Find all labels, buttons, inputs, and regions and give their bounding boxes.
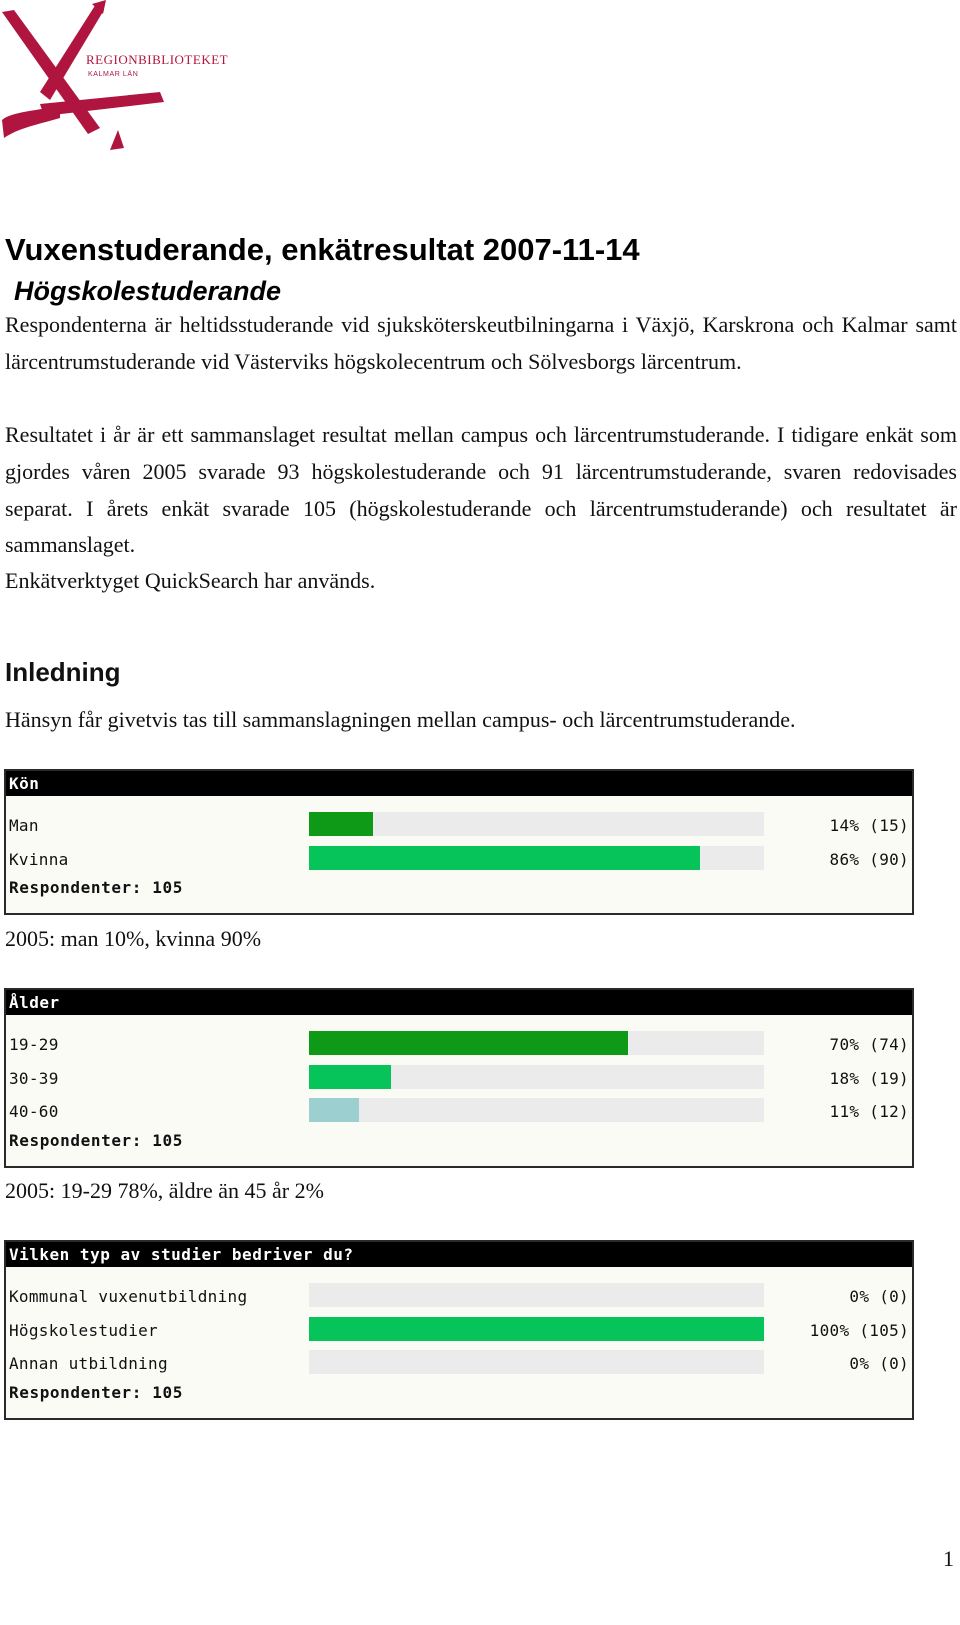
regionbiblioteket-logo bbox=[0, 0, 240, 160]
result-bar-track bbox=[309, 1283, 764, 1307]
answer-label: 19-29 bbox=[9, 1035, 59, 1054]
answer-label: Man bbox=[9, 816, 39, 835]
survey-row bbox=[6, 1063, 912, 1097]
logo-name: REGIONBIBLIOTEKET bbox=[86, 52, 229, 67]
answer-label: Kommunal vuxenutbildning bbox=[9, 1287, 248, 1306]
intro-paragraph-respondents: Respondenterna är heltidsstuderande vid sjuksköterskeutbilningarna i Växjö, Karskrona och Kalmar samt lärcentrumstuderande vid Västerviks högskolecentrum och Sölvesborgs lärcentrum. bbox=[5, 312, 957, 374]
survey-result-age bbox=[4, 988, 914, 1168]
survey-question: Vilken typ av studier bedriver du? bbox=[6, 1242, 912, 1267]
comparison-note-gender: 2005: man 10%, kvinna 90% bbox=[5, 926, 262, 951]
answer-label: 30-39 bbox=[9, 1068, 59, 1088]
section-heading: Inledning bbox=[5, 657, 121, 687]
survey-row bbox=[6, 1281, 912, 1315]
result-bar bbox=[309, 1065, 391, 1089]
result-bar-track bbox=[309, 846, 764, 870]
survey-row bbox=[6, 1315, 912, 1349]
survey-row bbox=[6, 1348, 912, 1382]
result-bar-track bbox=[309, 1065, 764, 1089]
survey-row bbox=[6, 844, 912, 878]
logo-mark-icon bbox=[0, 0, 240, 160]
page-number: 1 bbox=[943, 1546, 954, 1571]
answer-result: 100% (105) bbox=[809, 1320, 909, 1340]
answer-result: 70% (74) bbox=[829, 1035, 909, 1054]
survey-row bbox=[6, 810, 912, 844]
result-bar bbox=[309, 846, 700, 870]
survey-row bbox=[6, 1096, 912, 1130]
result-bar-track bbox=[309, 1098, 764, 1122]
result-bar bbox=[309, 812, 373, 836]
answer-result: 11% (12) bbox=[829, 1102, 909, 1121]
answer-result: 0% (0) bbox=[849, 1354, 909, 1373]
page-subtitle: Högskolestuderande bbox=[14, 276, 282, 306]
logo-subtitle: KALMAR LÄN bbox=[88, 71, 139, 78]
respondent-count: Respondenter: 105 bbox=[9, 878, 183, 897]
result-bar bbox=[309, 1098, 359, 1122]
result-bar-track bbox=[309, 1031, 764, 1055]
page-title: Vuxenstuderande, enkätresultat 2007-11-14 bbox=[5, 232, 640, 267]
answer-result: 0% (0) bbox=[849, 1287, 909, 1306]
answer-label: Högskolestudier bbox=[9, 1320, 158, 1340]
section-text: Hänsyn får givetvis tas till sammanslagningen mellan campus- och lärcentrumstuderande. bbox=[5, 707, 796, 732]
intro-paragraph-tool: Enkätverktyget QuickSearch har används. bbox=[5, 568, 376, 593]
result-bar-track bbox=[309, 1317, 764, 1341]
survey-question: Ålder bbox=[6, 990, 912, 1015]
result-bar bbox=[309, 1317, 764, 1341]
survey-row bbox=[6, 1029, 912, 1063]
answer-result: 18% (19) bbox=[829, 1068, 909, 1088]
answer-result: 86% (90) bbox=[829, 849, 909, 869]
answer-label: Annan utbildning bbox=[9, 1354, 168, 1373]
survey-result-gender bbox=[4, 769, 914, 915]
respondent-count: Respondenter: 105 bbox=[9, 1382, 183, 1402]
result-bar-track bbox=[309, 1350, 764, 1374]
survey-question: Kön bbox=[6, 771, 912, 796]
answer-result: 14% (15) bbox=[829, 816, 909, 835]
survey-result-study-type bbox=[4, 1240, 914, 1420]
comparison-note-age: 2005: 19-29 78%, äldre än 45 år 2% bbox=[5, 1178, 324, 1203]
result-bar-track bbox=[309, 812, 764, 836]
answer-label: Kvinna bbox=[9, 849, 69, 869]
answer-label: 40-60 bbox=[9, 1102, 59, 1121]
result-bar bbox=[309, 1031, 628, 1055]
respondent-count: Respondenter: 105 bbox=[9, 1130, 183, 1150]
intro-paragraph-results: Resultatet i år är ett sammanslaget resultat mellan campus och lärcentrumstuderande. I tidigare enkät som gjordes våren 2005 svarade 93 högskolestuderande och 91 lärcentrumstuderande, svaren redovisades separat. I årets enkät svarade 105 (högskolestuderande och lärcentrumstuderande) och resultatet är sammanslaget. bbox=[5, 422, 957, 558]
